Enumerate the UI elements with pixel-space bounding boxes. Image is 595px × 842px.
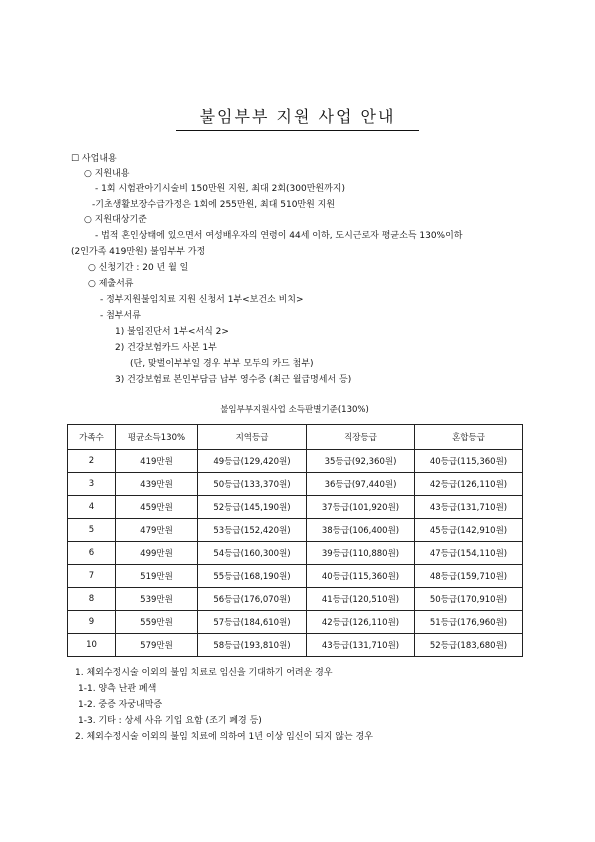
cell-workplace-grade: 43등급(131,710원): [307, 634, 415, 657]
cell-average-income: 419만원: [116, 450, 198, 473]
cell-mixed-grade: 51등급(176,960원): [415, 611, 523, 634]
table-row: [68, 473, 523, 496]
header-regional-grade: 지역등급: [198, 425, 307, 450]
cell-workplace-grade: 41등급(120,510원): [307, 588, 415, 611]
document-item-application: - 정부지원불임치료 지원 신청서 1부<보건소 비치>: [100, 295, 304, 305]
cell-average-income: 539만원: [116, 588, 198, 611]
note-item-2: 2. 체외수정시술 이외의 불임 치료에 의하여 1년 이상 임신이 되지 않는 경우: [75, 732, 373, 742]
cell-average-income: 439만원: [116, 473, 198, 496]
header-workplace-grade: 직장등급: [307, 425, 415, 450]
cell-mixed-grade: 48등급(159,710원): [415, 565, 523, 588]
cell-workplace-grade: 42등급(126,110원): [307, 611, 415, 634]
cell-regional-grade: 53등급(152,420원): [198, 519, 307, 542]
cell-mixed-grade: 50등급(170,910원): [415, 588, 523, 611]
support-content-item-1: - 1회 시험관아기시술비 150만원 지원, 최대 2회(300만원까지): [95, 184, 345, 194]
cell-regional-grade: 49등급(129,420원): [198, 450, 307, 473]
table-row: [68, 611, 523, 634]
attachment-item-2: 2) 건강보험카드 사본 1부: [115, 343, 217, 353]
table-caption: 불임부부지원사업 소득판별기준(130%): [220, 405, 369, 415]
header-family-size: 가족수: [68, 425, 116, 450]
table-row: [68, 450, 523, 473]
application-period: ○ 신청기간 : 20 년 월 일: [88, 263, 189, 273]
cell-average-income: 459만원: [116, 496, 198, 519]
eligibility-item-1-continued: (2인가족 419만원) 불임부부 가정: [71, 247, 206, 257]
table-row: [68, 542, 523, 565]
cell-mixed-grade: 42등급(126,110원): [415, 473, 523, 496]
table-row: [68, 519, 523, 542]
header-average-income: 평균소득130%: [116, 425, 198, 450]
table-row: [68, 634, 523, 657]
cell-workplace-grade: 35등급(92,360원): [307, 450, 415, 473]
attachment-item-2-note: (단, 맞벌이부부일 경우 부부 모두의 카드 첨부): [130, 359, 314, 369]
cell-regional-grade: 57등급(184,610원): [198, 611, 307, 634]
cell-family-size: 10: [68, 634, 116, 657]
cell-family-size: 5: [68, 519, 116, 542]
note-item-1-2: 1-2. 중증 자궁내막증: [78, 700, 163, 710]
cell-family-size: 8: [68, 588, 116, 611]
cell-regional-grade: 50등급(133,370원): [198, 473, 307, 496]
cell-workplace-grade: 37등급(101,920원): [307, 496, 415, 519]
cell-regional-grade: 52등급(145,190원): [198, 496, 307, 519]
cell-family-size: 2: [68, 450, 116, 473]
cell-family-size: 7: [68, 565, 116, 588]
cell-average-income: 559만원: [116, 611, 198, 634]
document-item-attachments: - 첨부서류: [100, 311, 141, 321]
cell-average-income: 519만원: [116, 565, 198, 588]
table-row: [68, 588, 523, 611]
note-item-1-3: 1-3. 기타 : 상세 사유 기입 요함 (조기 폐경 등): [78, 716, 262, 726]
cell-mixed-grade: 52등급(183,680원): [415, 634, 523, 657]
cell-workplace-grade: 36등급(97,440원): [307, 473, 415, 496]
cell-regional-grade: 55등급(168,190원): [198, 565, 307, 588]
cell-mixed-grade: 45등급(142,910원): [415, 519, 523, 542]
eligibility-item-1: - 법적 혼인상태에 있으면서 여성배우자의 연령이 44세 이하, 도시근로자 평균소득 130%이하: [95, 231, 463, 241]
page-title: 불임부부 지원 사업 안내: [176, 104, 419, 131]
income-criteria-table: [67, 424, 523, 657]
cell-mixed-grade: 40등급(115,360원): [415, 450, 523, 473]
section-heading-business: ☐ 사업내용: [71, 154, 117, 164]
subheading-support-content: ○ 지원내용: [84, 169, 130, 179]
cell-average-income: 579만원: [116, 634, 198, 657]
attachment-item-3: 3) 건강보험료 본인부담금 납부 영수증 (최근 월급명세서 등): [115, 375, 352, 385]
cell-mixed-grade: 47등급(154,110원): [415, 542, 523, 565]
cell-regional-grade: 56등급(176,070원): [198, 588, 307, 611]
cell-average-income: 499만원: [116, 542, 198, 565]
cell-family-size: 6: [68, 542, 116, 565]
header-mixed-grade: 혼합등급: [415, 425, 523, 450]
cell-family-size: 3: [68, 473, 116, 496]
table-header-row: [68, 425, 523, 450]
cell-workplace-grade: 40등급(115,360원): [307, 565, 415, 588]
note-item-1: 1. 체외수정시술 이외의 불임 치료로 임신을 기대하기 어려운 경우: [75, 668, 333, 678]
cell-family-size: 4: [68, 496, 116, 519]
note-item-1-1: 1-1. 양측 난관 폐색: [78, 684, 157, 694]
cell-regional-grade: 58등급(193,810원): [198, 634, 307, 657]
subheading-documents: ○ 제출서류: [88, 279, 134, 289]
cell-workplace-grade: 39등급(110,880원): [307, 542, 415, 565]
cell-mixed-grade: 43등급(131,710원): [415, 496, 523, 519]
subheading-eligibility: ○ 지원대상기준: [84, 215, 147, 225]
cell-regional-grade: 54등급(160,300원): [198, 542, 307, 565]
table-row: [68, 565, 523, 588]
attachment-item-1: 1) 불임진단서 1부<서식 2>: [115, 327, 229, 337]
cell-workplace-grade: 38등급(106,400원): [307, 519, 415, 542]
cell-family-size: 9: [68, 611, 116, 634]
cell-average-income: 479만원: [116, 519, 198, 542]
table-row: [68, 496, 523, 519]
support-content-item-2: -기초생활보장수급가정은 1회에 255만원, 최대 510만원 지원: [92, 200, 336, 210]
